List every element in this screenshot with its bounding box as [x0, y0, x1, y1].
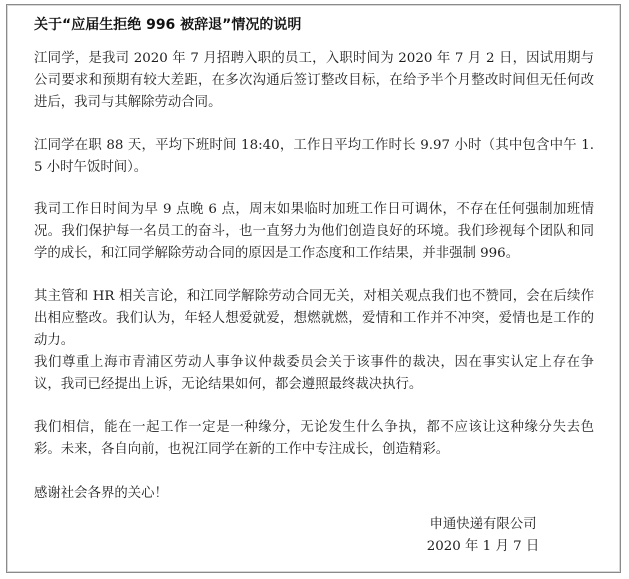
paragraph-dismissal: 江同学，是我司 2020 年 7 月招聘入职的员工，入职时间为 2020 年 7 月 2 日，因试用期与公司要求和预期有较大差距，在多次沟通后签订整改目标，在给予半个月整改时间但无任何改进后，我司与其解除劳动合同。: [34, 51, 594, 110]
paragraph-arbitration: 我们尊重上海市青浦区劳动人事争议仲裁委员会关于该事件的裁决，因在事实认定上存在争议，我司已经提出上诉，无论结果如何，都会遵照最终裁决执行。: [34, 355, 594, 392]
signature-date: 2020 年 1 月 7 日: [426, 539, 540, 554]
signature-company: 申通快递有限公司: [429, 517, 537, 532]
document-title: 关于“应届生拒绝 996 被辞退”情况的说明: [34, 17, 302, 33]
statement-document: [6, 4, 621, 573]
paragraph-work-hours: 江同学在职 88 天，平均下班时间 18:40，工作日平均工作时长 9.97 小时（其中包含中午 1.5 小时午饭时间）。: [34, 138, 594, 175]
paragraph-manager-remarks: 其主管和 HR 相关言论，和江同学解除劳动合同无关，对相关观点我们也不赞同，会在后续作出相应整改。我们认为，年轻人想爱就爱，想燃就燃，爱情和工作并不冲突，爱情也是工作的动力。: [34, 289, 594, 348]
paragraph-company-schedule: 我司工作日时间为早 9 点晚 6 点，周末如果临时加班工作日可调休，不存在任何强制加班情况。我们保护每一名员工的奋斗，也一直努力为他们创造良好的环境。我们珍视每个团队和同学的成长，和江同学解除劳动合同的原因是工作态度和工作结果，并非强制 996。: [34, 202, 594, 261]
paragraph-best-wishes: 我们相信，能在一起工作一定是一种缘分，无论发生什么争执，都不应该让这种缘分失去色彩。未来，各自向前，也祝江同学在新的工作中专注成长，创造精彩。: [34, 420, 594, 457]
paragraph-thanks: 感谢社会各界的关心！: [34, 486, 168, 501]
